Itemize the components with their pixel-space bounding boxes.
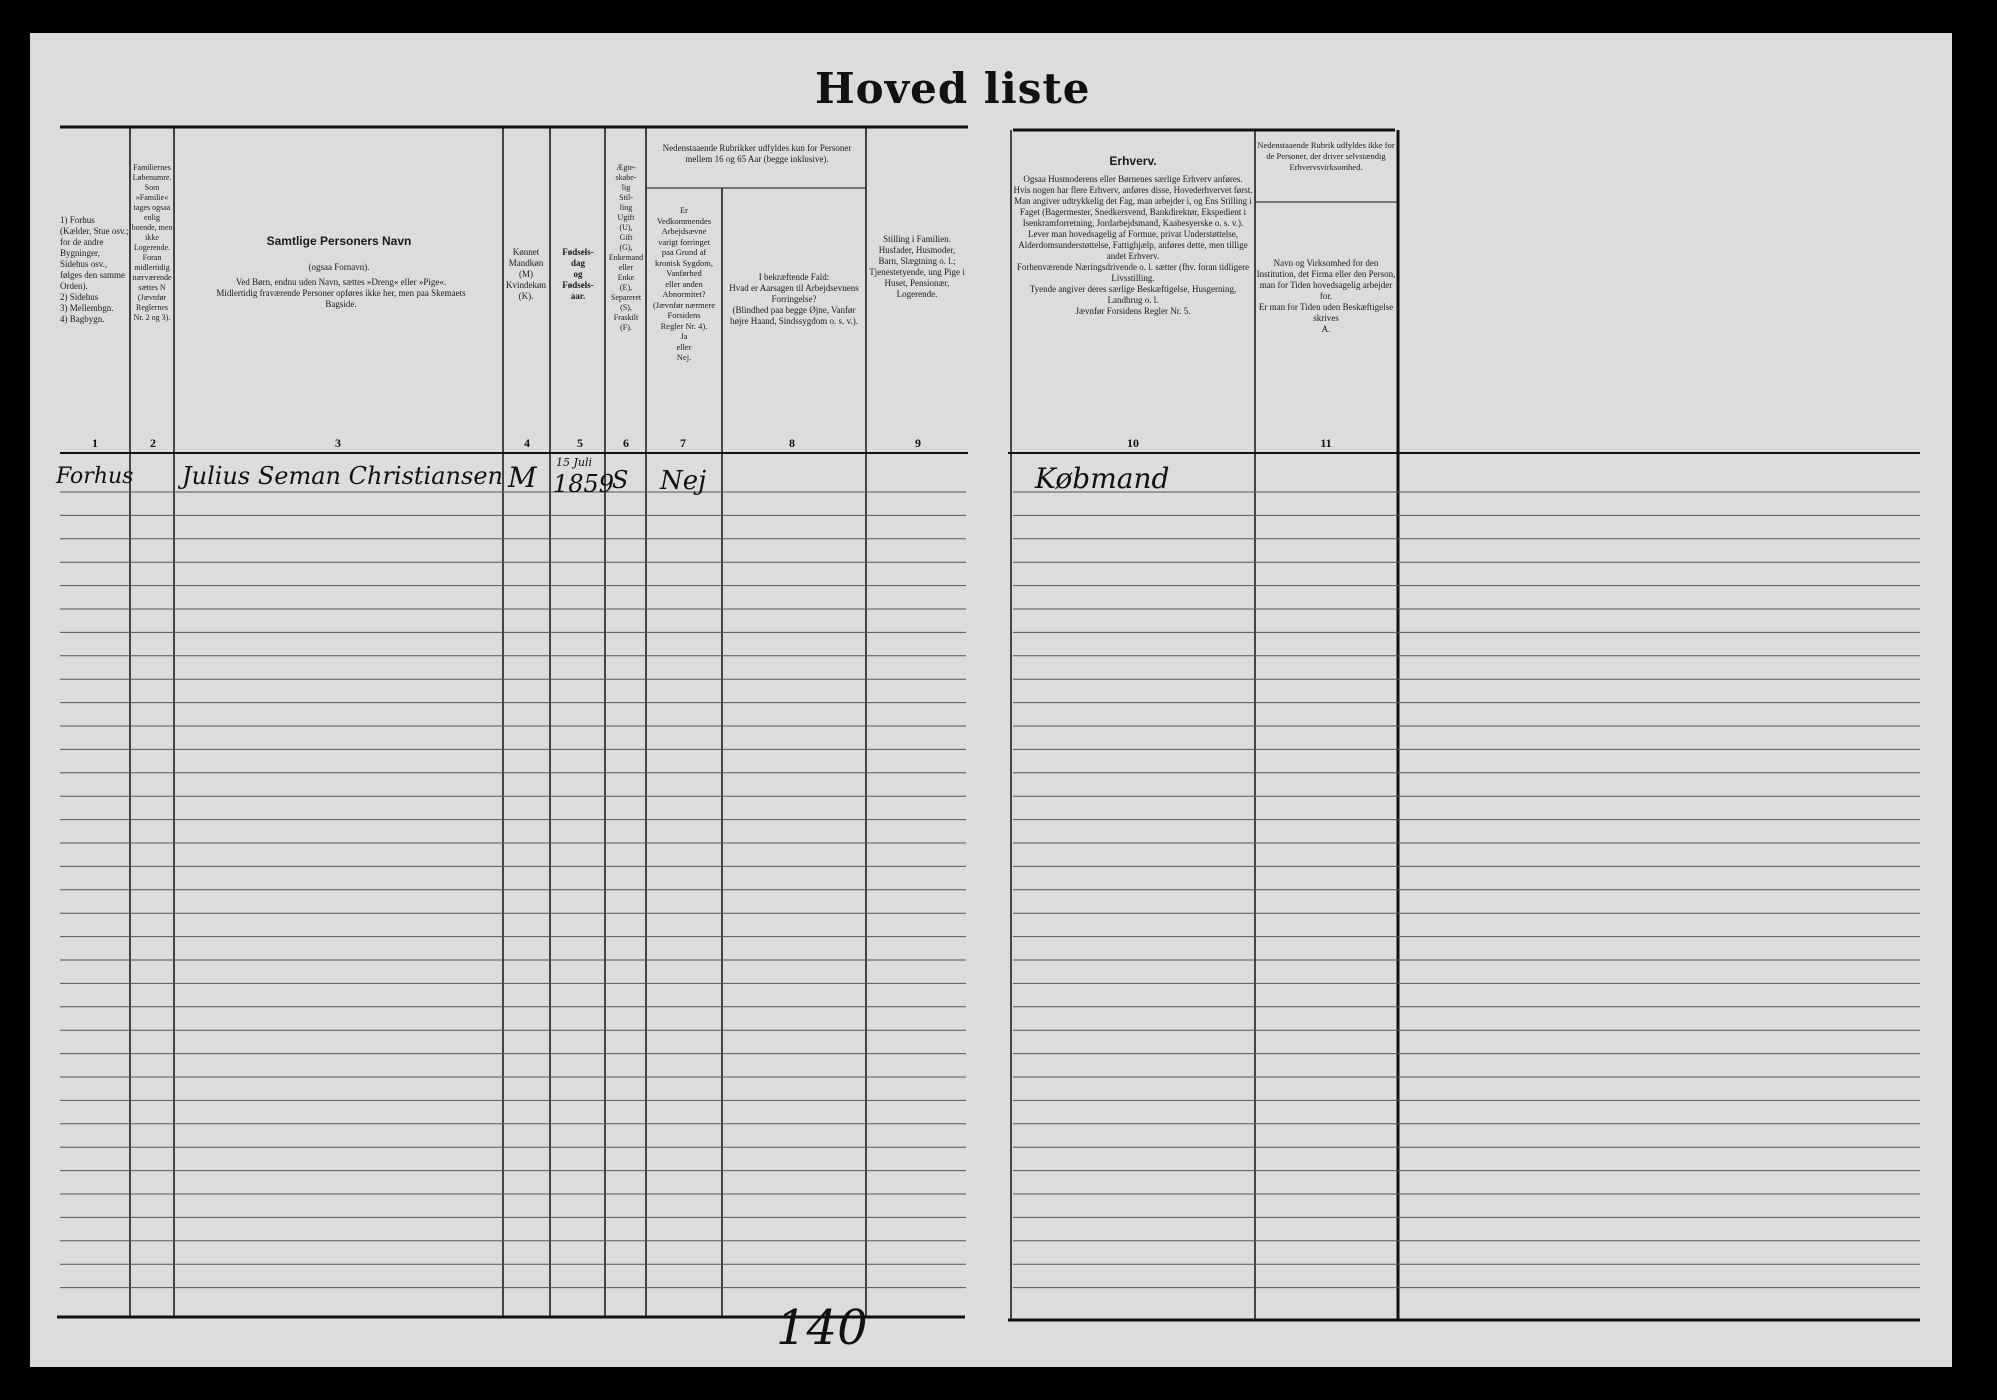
header-col78-top: Nedenstaaende Rubrikker udfyldes kun for Personer mellem 16 og 65 Aar (begge inklusive).: [662, 143, 852, 164]
column-number-11: 11: [1320, 436, 1332, 450]
header-col4: Kønnet Mandkøn (M) Kvindekøn (K).: [506, 247, 546, 301]
col10-title-text: Erhverv.: [1109, 154, 1157, 168]
header-col2: Familiernes Løbenumre. Som »Familie« tages ogsaa enlig boende, men ikke Logerende. Foran midlertidig nærværende sættes N (Jævnfør Reglernes Nr. 2 og 3).: [131, 163, 173, 322]
col3-title-text: Samtlige Personers Navn: [266, 234, 412, 248]
entry-sex: M: [508, 461, 537, 494]
header-col1: 1) Forhus (Kælder, Stue osv.; for de andre Bygninger, Sidehus osv., følges den samme Orden). 2) Sidehus 3) Mellembgn. 4) Bagbygn.: [60, 215, 129, 324]
header-col5: Fødsels- dag og Fødsels- aar.: [562, 247, 594, 301]
column-number-8: 8: [789, 436, 795, 450]
header-col8: I bekræftende Fald: Hvad er Aarsagen til Arbejdsevnens Forringelse? (Blindhed paa begge Øjne, Vanfør højre Haand, Sindssygdom o. s. v.).: [729, 272, 859, 326]
header-col9: Stilling i Familien. Husfader, Husmoder, Barn, Slægtning o. l.; Tjenestetyende, ung Pige i Huset, Pensionær, Logerende.: [869, 234, 965, 299]
header-col10-text: Ogsaa Husmoderens eller Børnenes særlige Erhverv anføres. Hvis nogen har flere Erhverv, anføres disse, Hovederhvervet først. Man angiver udtrykkelig det Fag, man arbejder i, og Ens Stilling i Faget (Bagermester, Snedkersvend, Bankdirektør, Ekspedient i Isenkramforretning, Jordarbejdsmand, Kaabesyerske o. s. v.). Lever man hovedsagelig af Formue, privat Understøttelse, Alderdomsunderstøttelse, Fattighjælp, anføres dette, men tillige andet Erhverv. Forhenværende Næringsdrivende o. l. sætter (fhv. foran tidligere Livsstilling. Tyende angiver deres særlige Beskæftigelse, Husgerning, Landbrug o. l. Jævnfør Forsidens Regler Nr. 5.: [1013, 174, 1253, 316]
entry-impaired: Nej: [660, 466, 707, 496]
column-number-2: 2: [150, 436, 156, 450]
column-number-3: 3: [335, 436, 341, 450]
column-number-7: 7: [680, 436, 686, 450]
column-number-10: 10: [1127, 436, 1139, 450]
header-col3-text: Ved Børn, endnu uden Navn, sættes »Dreng« eller »Pige«. Midlertidig fraværende Personer opføres ikke her, men paa Skemaets Bagside.: [216, 277, 466, 309]
entry-birth-year: 1859: [553, 470, 615, 498]
entry-marital: S: [612, 466, 629, 494]
title-text: Hoved liste: [815, 64, 1091, 113]
entry-building: Forhus: [56, 464, 134, 489]
header-col6: Ægte- skabe- lig Stil- ling Ugift (U), Gift (G), Enkemand eller Enke (E), Separeret (S), Fraskilt (F).: [608, 163, 644, 332]
header-col11: Navn og Virksomhed for den Institution, det Firma eller den Person, man for Tiden hovedsagelig arbejder for. Er man for Tiden uden Beskæftigelse skrives A.: [1256, 258, 1396, 334]
column-number-4: 4: [524, 436, 530, 450]
entry-name: Julius Seman Christiansen: [182, 462, 503, 490]
entry-occupation: Købmand: [1035, 462, 1170, 495]
column-number-1: 1: [92, 436, 98, 450]
column-number-6: 6: [623, 436, 629, 450]
header-col3-sub: (ogsaa Fornavn).: [308, 262, 370, 272]
column-number-5: 5: [577, 436, 583, 450]
header-col7: Er Vedkommendes Arbejdsævne varigt forringet paa Grund af kronisk Sygdom, Vanførhed eller anden Abnormitet? (Jævnfør nærmere Forsidens Regler Nr. 4). Ja eller Nej.: [652, 205, 716, 362]
entry-birth-day: 15 Juli: [556, 456, 593, 469]
page-number: 140: [776, 1300, 868, 1356]
header-col11-top: Nedenstaaende Rubrik udfyldes ikke for de Personer, der driver selvstændig Erhvervsvirksomhed.: [1257, 140, 1395, 172]
column-number-9: 9: [915, 436, 921, 450]
